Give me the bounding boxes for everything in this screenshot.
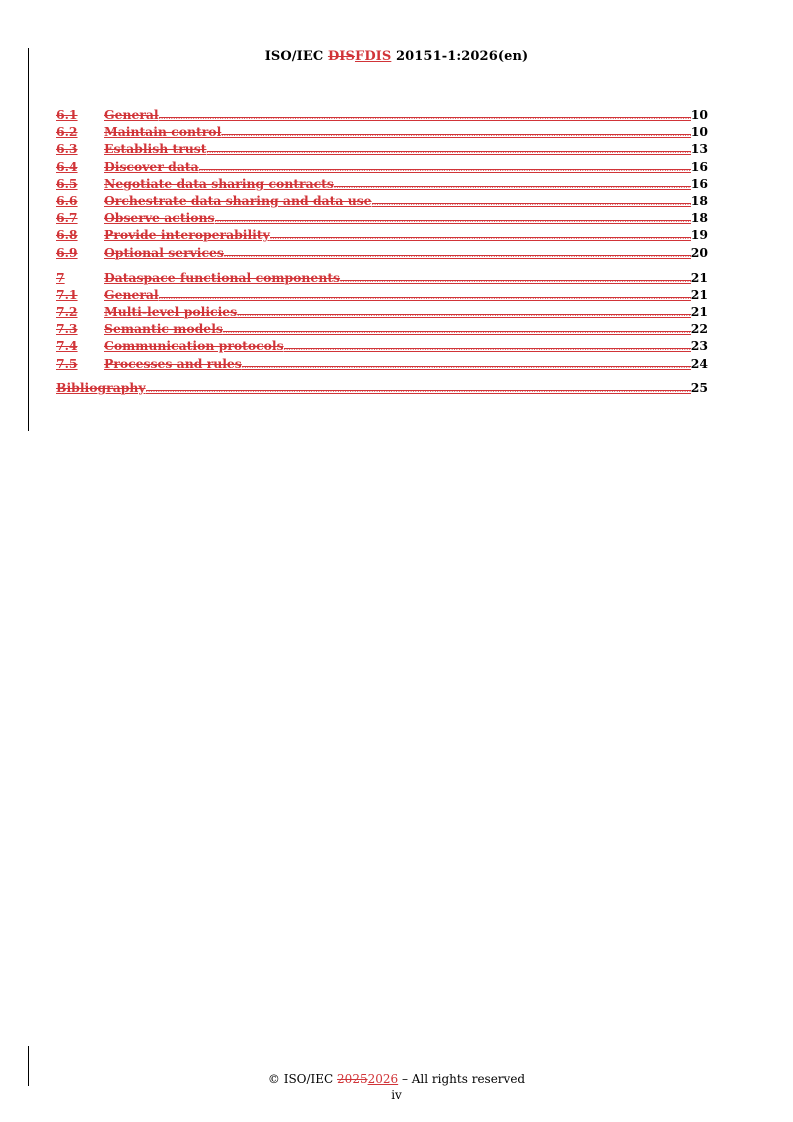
header-inserted-text: FDIS bbox=[354, 49, 392, 64]
page-number: iv bbox=[391, 1088, 402, 1102]
toc-entry-7-5[interactable] bbox=[56, 355, 708, 372]
toc-title: Establish trust bbox=[104, 141, 207, 157]
copyright-suffix: – All rights reserved bbox=[398, 1072, 526, 1086]
toc-entry-6-8[interactable] bbox=[56, 226, 708, 243]
toc-number: 6.4 bbox=[56, 158, 78, 174]
toc-number: 6.5 bbox=[56, 175, 78, 191]
toc-title: Dataspace functional components bbox=[104, 269, 341, 285]
toc-page: 22 bbox=[690, 321, 708, 337]
document-header bbox=[0, 49, 793, 64]
toc-page: 16 bbox=[690, 158, 708, 174]
toc-title: General bbox=[104, 107, 159, 122]
toc-page: 21 bbox=[690, 304, 708, 320]
copyright-prefix: © ISO/IEC bbox=[267, 1072, 338, 1086]
toc-number: 7 bbox=[56, 269, 65, 285]
toc-title: Semantic models bbox=[104, 321, 223, 337]
header-deleted-text: DIS bbox=[327, 49, 355, 64]
toc-page: 19 bbox=[690, 227, 708, 243]
toc-title: Communication protocols bbox=[104, 338, 284, 354]
toc-title: Processes and rules bbox=[104, 355, 242, 371]
toc-number: 6.6 bbox=[56, 192, 78, 208]
toc-number: 6.9 bbox=[56, 244, 78, 260]
toc-title: Provide interoperability bbox=[104, 227, 270, 243]
toc-entry-6-9[interactable] bbox=[56, 244, 708, 261]
toc-title: Optional services bbox=[104, 244, 224, 260]
toc-page: 21 bbox=[690, 269, 708, 285]
toc-title: Negotiate data sharing contracts bbox=[104, 175, 334, 191]
toc-number: 7.4 bbox=[56, 338, 78, 354]
header-prefix: ISO/IEC bbox=[264, 49, 328, 64]
toc-page: 20 bbox=[690, 244, 708, 260]
toc-entry-6-6[interactable] bbox=[56, 192, 708, 209]
toc-entry-7[interactable] bbox=[56, 269, 708, 286]
toc-entry-6-7[interactable] bbox=[56, 209, 708, 226]
toc-entry-6-1[interactable] bbox=[56, 106, 708, 123]
toc-entry-6-2[interactable] bbox=[56, 123, 708, 140]
toc-title: Multi-level policies bbox=[104, 304, 238, 320]
table-of-contents bbox=[56, 106, 708, 396]
toc-number: 6.1 bbox=[56, 107, 78, 122]
toc-number: 7.3 bbox=[56, 321, 78, 337]
copyright-inserted-year: 2026 bbox=[367, 1072, 399, 1086]
toc-entry-6-3[interactable] bbox=[56, 140, 708, 157]
toc-leader bbox=[146, 382, 691, 399]
copyright-line bbox=[0, 1071, 793, 1087]
toc-page: 23 bbox=[690, 338, 708, 354]
toc-page: 24 bbox=[690, 355, 708, 371]
toc-entry-7-3[interactable] bbox=[56, 320, 708, 337]
revision-margin-bar bbox=[28, 48, 29, 431]
toc-entry-bibliography[interactable] bbox=[56, 379, 708, 396]
toc-entry-6-4[interactable] bbox=[56, 158, 708, 175]
toc-entry-6-5[interactable] bbox=[56, 175, 708, 192]
toc-page: 21 bbox=[690, 286, 708, 302]
toc-number: 6.8 bbox=[56, 227, 78, 243]
toc-entry-7-4[interactable] bbox=[56, 337, 708, 354]
toc-title: General bbox=[104, 286, 159, 302]
toc-leader bbox=[242, 358, 691, 375]
toc-page: 18 bbox=[690, 210, 708, 226]
toc-title: Bibliography bbox=[56, 379, 146, 395]
toc-page: 25 bbox=[690, 379, 708, 395]
toc-page: 10 bbox=[690, 124, 708, 140]
toc-number: 7.5 bbox=[56, 355, 78, 371]
toc-number: 6.2 bbox=[56, 124, 78, 140]
toc-page: 18 bbox=[690, 192, 708, 208]
toc-number: 6.7 bbox=[56, 210, 78, 226]
toc-title: Orchestrate data sharing and data use bbox=[104, 192, 372, 208]
toc-number: 7.2 bbox=[56, 304, 78, 320]
toc-title: Discover data bbox=[104, 158, 199, 174]
toc-leader bbox=[224, 247, 691, 264]
toc-page: 10 bbox=[690, 107, 708, 122]
toc-entry-7-1[interactable] bbox=[56, 286, 708, 303]
toc-page: 13 bbox=[690, 141, 708, 157]
header-suffix: 20151-1:2026(en) bbox=[391, 49, 529, 64]
toc-title: Maintain control bbox=[104, 124, 222, 140]
document-footer bbox=[0, 1071, 793, 1103]
toc-number: 7.1 bbox=[56, 286, 78, 302]
copyright-deleted-year: 2025 bbox=[337, 1072, 368, 1086]
toc-title: Observe actions bbox=[104, 210, 215, 226]
toc-entry-7-2[interactable] bbox=[56, 303, 708, 320]
toc-page: 16 bbox=[690, 175, 708, 191]
toc-number: 6.3 bbox=[56, 141, 78, 157]
